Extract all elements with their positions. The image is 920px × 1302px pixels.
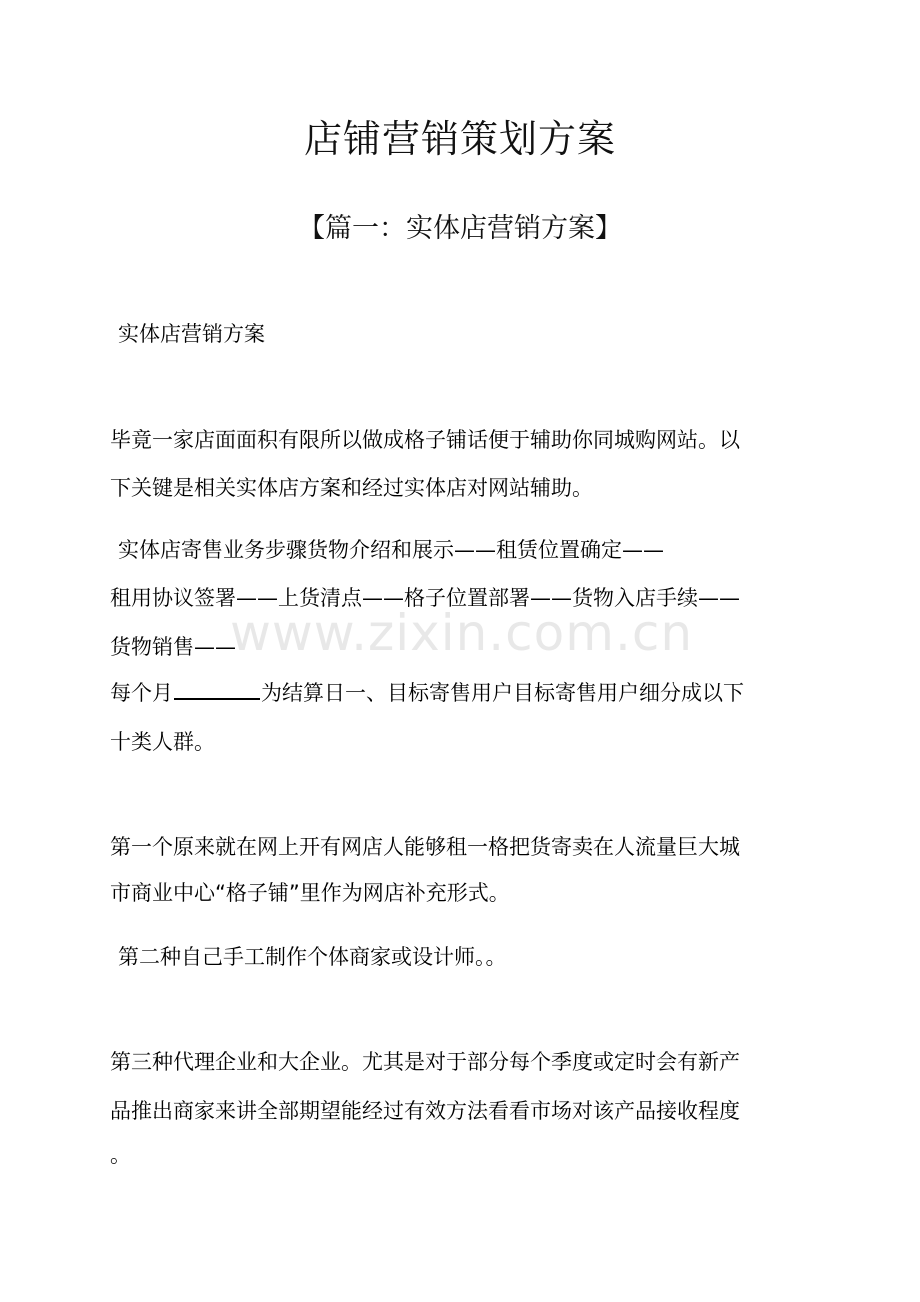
paragraph-line: 毕竟一家店面面积有限所以做成格子铺话便于辅助你同城购网站。以: [110, 428, 740, 452]
paragraph-line: 实体店寄售业务步骤货物介绍和展示——租赁位置确定——: [118, 538, 664, 562]
paragraph-line: 第三种代理企业和大企业。尤其是对于部分每个季度或定时会有新产: [110, 1050, 740, 1074]
line-text-suffix: 为结算日一、目标寄售用户目标寄售用户细分成以下: [261, 681, 744, 705]
document-subtitle: 【篇一：实体店营销方案】: [298, 213, 622, 244]
line-text-prefix: 每个月: [110, 681, 173, 705]
section-heading: 实体店营销方案: [118, 322, 265, 346]
paragraph-line: [110, 678, 830, 708]
paragraph-line: 第二种自己手工制作个体商家或设计师。。: [118, 945, 507, 969]
paragraph-line: 市商业中心“格子铺”里作为网店补充形式。: [110, 881, 510, 905]
paragraph-line: 品推出商家来讲全部期望能经过有效方法看看市场对该产品接收程度: [110, 1099, 740, 1123]
paragraph-line: 下关键是相关实体店方案和经过实体店对网站辅助。: [110, 476, 593, 500]
watermark: www.zixin.com.cn: [230, 604, 694, 662]
paragraph-line: 货物销售——: [110, 635, 236, 659]
paragraph-line: 第一个原来就在网上开有网店人能够租一格把货寄卖在人流量巨大城: [110, 835, 740, 859]
document-title: 店铺营销策划方案: [303, 117, 616, 161]
paragraph-line: 十类人群。: [110, 730, 215, 754]
blank-underline: [174, 680, 260, 700]
paragraph-line: 。: [110, 1143, 131, 1167]
paragraph-line: 租用协议签署——上货清点——格子位置部署——货物入店手续——: [110, 586, 740, 610]
